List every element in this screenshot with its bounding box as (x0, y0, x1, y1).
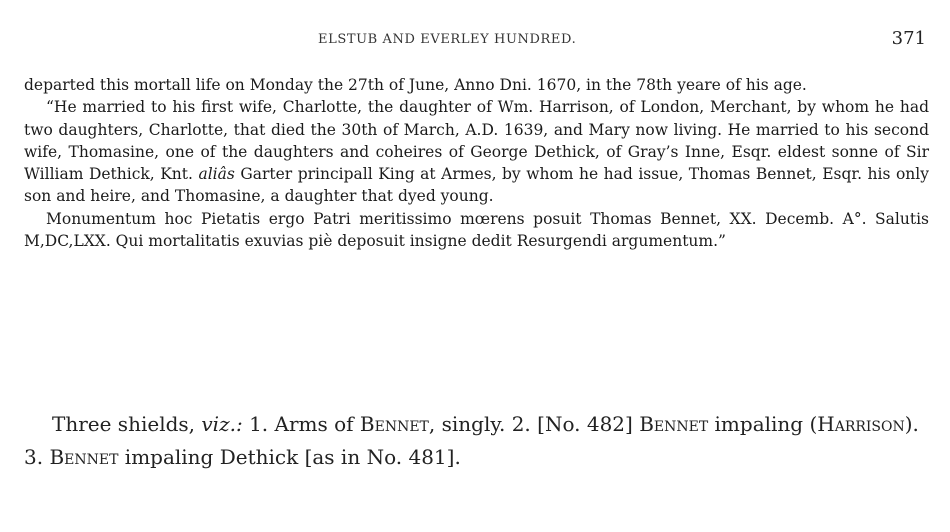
paragraph-3: Monumentum hoc Pietatis ergo Patri meritissimo mœrens posuit Thomas Bennet, XX. Decemb. A°. Salutis M,DC,LXX. Qui mortalitatis exuvias piè deposuit insigne dedit Resurgendi argumentum.” (24, 209, 929, 251)
paragraph-2 (24, 96, 929, 207)
main-text (24, 74, 929, 252)
shields-bennet-1: Bennet (359, 412, 429, 436)
paragraph-1: departed this mortall life on Monday the 27th of June, Anno Dni. 1670, in the 78th yeare of his age. (24, 76, 807, 94)
paragraph-2-text: “He married to his first wife, Charlotte, the daughter of Wm. Harrison, of London, Merchant, by whom he had two daughters, Charlotte, that died the 30th of March, A.D. 1639, and Mary now living. He married to his second wife, Thomasine, one of the daughters and coheires of George Dethick, of Gray’s Inne, Esqr. eldest sonne of Sir William Dethick, Knt. (24, 98, 929, 184)
page-header (0, 28, 950, 52)
running-title: ELSTUB AND EVERLEY HUNDRED. (318, 32, 577, 47)
shields-paragraph (24, 408, 929, 474)
shields-lead: Three shields, (52, 412, 196, 436)
paragraph-2-italic: aliâs (198, 165, 235, 184)
paragraph-2-end: Garter principall King at Armes, by whom he had issue, Thomas Bennet, Esqr. his only son and heire, and Thomasine, a daughter that dyed young. (24, 165, 929, 206)
shields-viz: viz.: (201, 412, 243, 436)
shields-part4: ). 3. (24, 412, 919, 469)
shields-note (24, 408, 929, 474)
shields-part1: 1. Arms of (249, 412, 354, 436)
shields-part2: , singly. 2. [No. 482] (428, 412, 633, 436)
shields-part3: impaling ( (714, 412, 818, 436)
shields-bennet-2: Bennet (639, 412, 709, 436)
shields-bennet-3: Bennet (49, 445, 119, 469)
shields-part5: impaling Dethick [as in No. 481]. (124, 445, 461, 469)
page-number: 371 (891, 28, 926, 49)
shields-harrison: Harrison (817, 412, 905, 436)
